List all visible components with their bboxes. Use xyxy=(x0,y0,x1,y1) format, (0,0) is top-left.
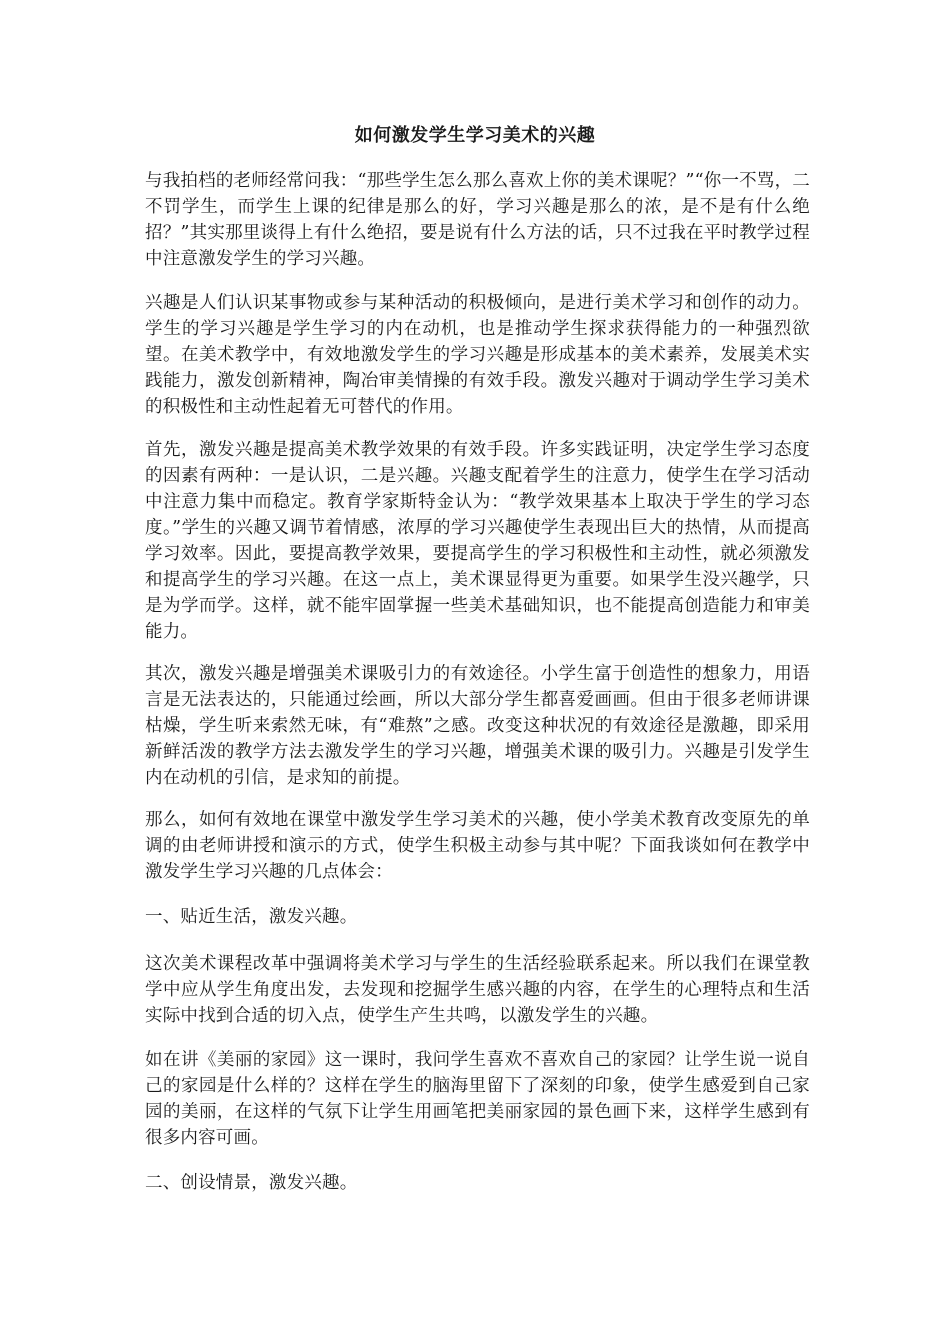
paragraph-interest-definition: 兴趣是人们认识某事物或参与某种活动的积极倾向，是进行美术学习和创作的动力。学生的学习兴趣是学生学习的内在动机，也是推动学生探求获得能力的一种强烈欲望。在美术教学中，有效地激发学生的学习兴趣是形成基本的美术素养，发展美术实践能力，激发创新精神，陶冶审美情操的有效手段。激发兴趣对于调动学生学习美术的积极性和主动性起着无可替代的作用。 xyxy=(145,293,810,417)
paragraph-question: 那么，如何有效地在课堂中激发学生学习美术的兴趣，使小学美术教育改变原先的单调的由老师讲授和演示的方式，使学生积极主动参与其中呢？下面我谈如何在教学中激发学生学习兴趣的几点体会： xyxy=(145,810,810,882)
paragraph-second-point: 其次，激发兴趣是增强美术课吸引力的有效途径。小学生富于创造性的想象力，用语言是无法表达的，只能通过绘画，所以大部分学生都喜爱画画。但由于很多老师讲课枯燥，学生听来索然无味，有“难熬”之感。改变这种状况的有效途径是激趣，即采用新鲜活泼的教学方法去激发学生的学习兴趣，增强美术课的吸引力。兴趣是引发学生内在动机的引信，是求知的前提。 xyxy=(145,664,810,788)
section-heading-2: 二、创设情景，激发兴趣。 xyxy=(145,1173,358,1193)
paragraph-curriculum-reform: 这次美术课程改革中强调将美术学习与学生的生活经验联系起来。所以我们在课堂教学中应从学生角度出发，去发现和挖掘学生感兴趣的内容，在学生的心理特点和生活实际中找到合适的切入点，使学生产生共鸣，以激发学生的兴趣。 xyxy=(145,954,810,1026)
section-heading-1: 一、贴近生活，激发兴趣。 xyxy=(145,907,358,927)
paragraph-first-point: 首先，激发兴趣是提高美术教学效果的有效手段。许多实践证明，决定学生学习态度的因素有两种：一是认识，二是兴趣。兴趣支配着学生的注意力，使学生在学习活动中注意力集中而稳定。教育学家斯特金认为：“教学效果基本上取决于学生的学习态度。”学生的兴趣又调节着情感，浓厚的学习兴趣使学生表现出巨大的热情，从而提高学习效率。因此，要提高教学效果，要提高学生的学习积极性和主动性，就必须激发和提高学生的学习兴趣。在这一点上，美术课显得更为重要。如果学生没兴趣学，只是为学而学。这样，就不能牢固掌握一些美术基础知识，也不能提高创造能力和审美能力。 xyxy=(145,440,810,642)
document-title: 如何激发学生学习美术的兴趣 xyxy=(354,125,596,146)
paragraph-intro: 与我拍档的老师经常问我：“那些学生怎么那么喜欢上你的美术课呢？”“你一不骂，二不罚学生，而学生上课的纪律是那么的好，学习兴趣是那么的浓，是不是有什么绝招？”其实那里谈得上有什么绝招，要是说有什么方法的话，只不过我在平时教学过程中注意激发学生的学习兴趣。 xyxy=(145,171,810,269)
paragraph-beautiful-home-example: 如在讲《美丽的家园》这一课时，我问学生喜欢不喜欢自己的家园？让学生说一说自己的家园是什么样的？这样在学生的脑海里留下了深刻的印象，使学生感爱到自己家园的美丽，在这样的气氛下让学生用画笔把美丽家园的景色画下来，这样学生感到有很多内容可画。 xyxy=(145,1050,810,1148)
